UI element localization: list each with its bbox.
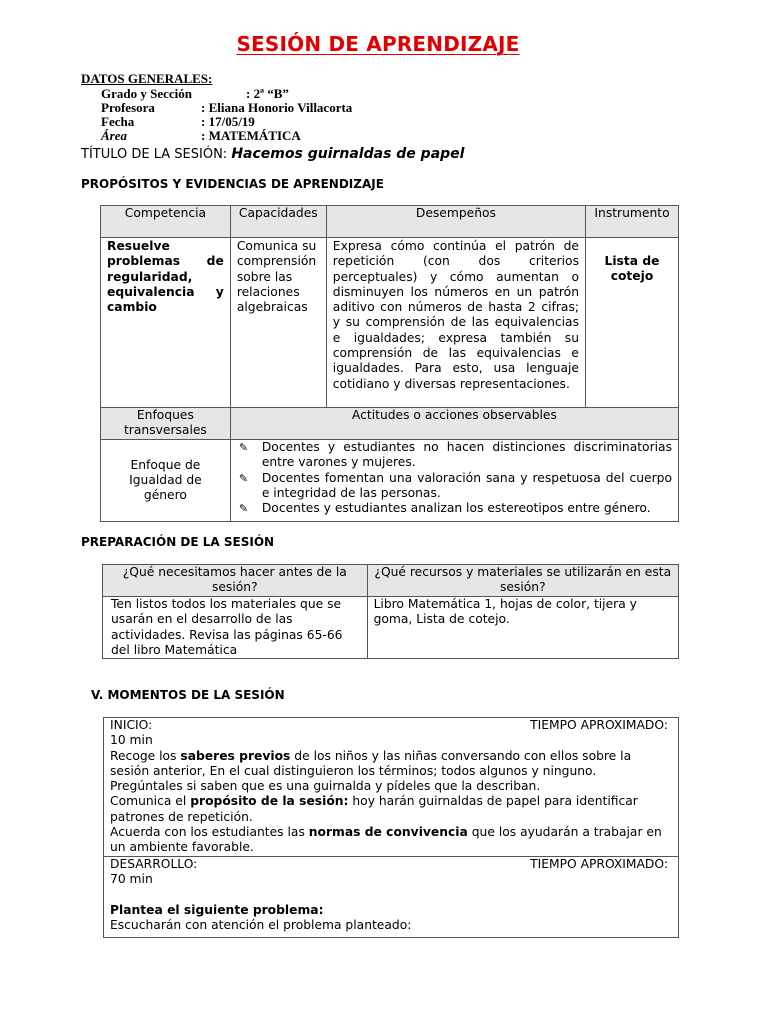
inicio-time: 10 min	[110, 733, 153, 748]
session-title-value: Hacemos guirnaldas de papel	[231, 146, 465, 162]
header-desempenos: Desempeños	[326, 206, 585, 238]
desarrollo-time: 70 min	[110, 872, 153, 887]
grado-value: : 2ª “B”	[246, 86, 289, 101]
problema-label: Plantea el siguiente problema:	[110, 902, 324, 917]
session-title-label: TÍTULO DE LA SESIÓN:	[81, 147, 228, 162]
desarrollo-row	[104, 857, 679, 938]
antes-cell: Ten listos todos los materiales que se usarán en el desarrollo de las actividades. Revisa las páginas 65-66 del libro Matemática	[103, 597, 368, 659]
actitud-item: ✎ Docentes fomentan una valoración sana y respetuosa del cuerpo e integridad de las personas.	[238, 470, 672, 500]
page-title: SESIÓN DE APRENDIZAJE	[236, 32, 520, 56]
inicio-paragraph-2: Pregúntales si saben que es una guirnalda y pídeles que la describan.	[110, 779, 541, 794]
enfoque-cell: Enfoque de Igualdad de género	[101, 440, 231, 522]
header-competencia: Competencia	[101, 206, 231, 238]
problema-text: Escucharán con atención el problema planteado:	[110, 917, 412, 932]
area-value: : MATEMÁTICA	[201, 128, 301, 143]
actitudes-cell	[230, 440, 678, 522]
enfoque-row	[101, 440, 679, 522]
preparacion-header-row	[103, 565, 679, 597]
pencil-bullet-icon: ✎	[238, 502, 249, 516]
header-actitudes: Actitudes o acciones observables	[230, 408, 678, 440]
header-enfoques: Enfoques transversales	[101, 408, 231, 440]
area-label: Área	[101, 128, 127, 143]
header-recursos: ¿Qué recursos y materiales se utilizarán en esta sesión?	[367, 565, 678, 597]
datos-generales-heading: DATOS GENERALES:	[81, 71, 213, 86]
inicio-paragraph-3: Comunica el propósito de la sesión: hoy harán guirnaldas de papel para identificar patrones de repetición.	[110, 794, 638, 824]
fecha-value: : 17/05/19	[201, 114, 255, 129]
inicio-label: INICIO:	[110, 718, 153, 732]
grado-label: Grado y Sección	[101, 86, 192, 101]
momentos-table	[103, 717, 679, 938]
pencil-bullet-icon: ✎	[238, 471, 249, 485]
profesora-value: : Eliana Honorio Villacorta	[201, 100, 353, 115]
inicio-tiempo-label: TIEMPO APROXIMADO:	[530, 718, 668, 732]
propositos-header-row	[101, 206, 679, 238]
inicio-row	[104, 718, 679, 857]
pencil-bullet-icon: ✎	[238, 441, 249, 454]
preparacion-row	[103, 597, 679, 659]
propositos-table	[100, 205, 679, 522]
momentos-heading: V. MOMENTOS DE LA SESIÓN	[91, 688, 285, 702]
fecha-label: Fecha	[101, 114, 135, 129]
actitud-item: ✎ Docentes y estudiantes no hacen distinciones discriminatorias entre varones y mujeres.	[238, 440, 672, 470]
inicio-paragraph-4: Acuerda con los estudiantes las normas de convivencia que los ayudarán a trabajar en un ambiente favorable.	[110, 825, 662, 855]
enfoques-header-row	[101, 408, 679, 440]
instrumento-cell: Lista de cotejo	[586, 238, 679, 408]
competencia-cell: Resuelve problemas de regularidad, equivalencia y cambio	[101, 238, 231, 408]
capacidad-cell: Comunica su comprensión sobre las relaciones algebraicas	[230, 238, 326, 408]
profesora-label: Profesora	[101, 100, 155, 115]
preparacion-heading: PREPARACIÓN DE LA SESIÓN	[81, 535, 275, 549]
propositos-row	[101, 238, 679, 408]
desarrollo-tiempo-label: TIEMPO APROXIMADO:	[530, 857, 668, 871]
preparacion-table	[102, 564, 679, 659]
header-antes: ¿Qué necesitamos hacer antes de la sesión?	[103, 565, 368, 597]
recursos-cell: Libro Matemática 1, hojas de color, tijera y goma, Lista de cotejo.	[367, 597, 678, 659]
propositos-heading: PROPÓSITOS Y EVIDENCIAS DE APRENDIZAJE	[81, 177, 384, 191]
desempeno-cell: Expresa cómo continúa el patrón de repetición (con dos criterios perceptuales) y cómo aumentan o disminuyen los números en un patrón aditivo con números de hasta 2 cifras; y su comprensión de las equivalencias e igualdades; expresa también su comprensión de las equivalencias e igualdades. Para esto, usa lenguaje cotidiano y diversas representaciones.	[326, 238, 585, 408]
inicio-cell	[104, 718, 679, 857]
inicio-paragraph-1: Recoge los saberes previos de los niños y las niñas conversando con ellos sobre la sesión anterior, En el cual distinguieron los términos; todos algunos y ninguno.	[110, 748, 632, 778]
header-capacidades: Capacidades	[230, 206, 326, 238]
desarrollo-label: DESARROLLO:	[110, 857, 198, 871]
session-title	[81, 146, 464, 162]
header-instrumento: Instrumento	[586, 206, 679, 238]
desarrollo-cell	[104, 857, 679, 938]
actitud-item: ✎ Docentes y estudiantes analizan los estereotipos entre género.	[238, 501, 651, 516]
